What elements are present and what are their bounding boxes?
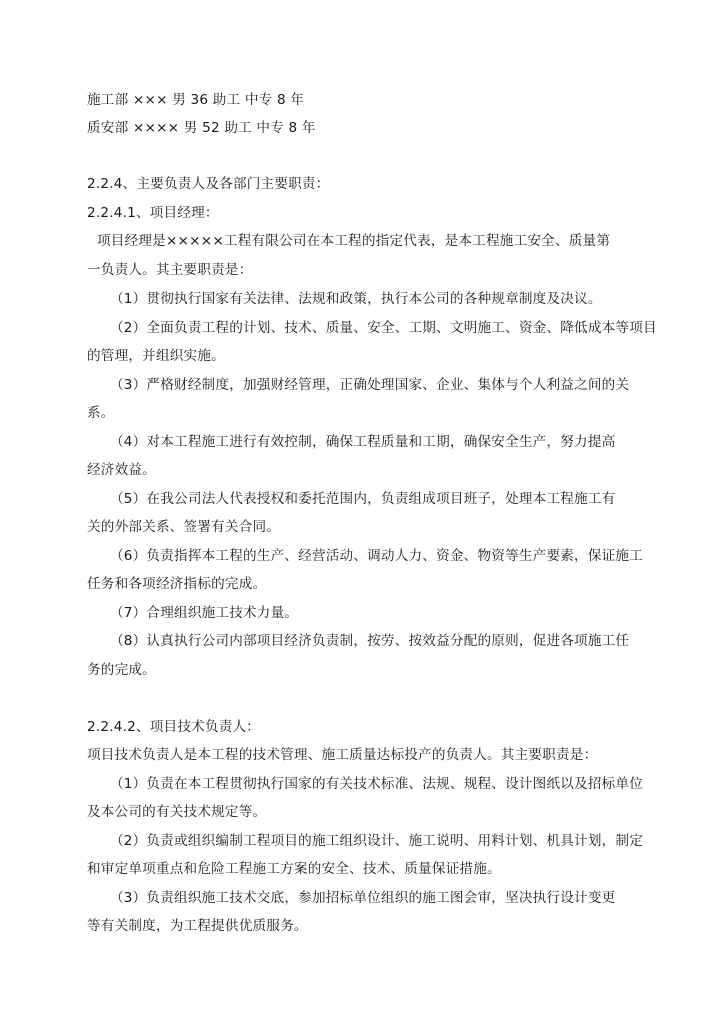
paragraph-line: 项目技术负责人是本工程的技术管理、施工质量达标投产的负责人。其主要职责是： [87,747,598,763]
duty-item-4-cont: 经济效益。 [87,462,156,478]
staff-line-safety: 质安部 ×××× 男 52 助工 中专 8 年 [87,120,316,136]
tech-duty-item-2-cont: 和审定单项重点和危险工程施工方案的安全、技术、质量保证措施。 [87,861,501,877]
duty-item-6-cont: 任务和各项经济指标的完成。 [87,576,267,592]
paragraph-line: 一负责人。其主要职责是： [87,262,253,278]
duty-item-2: （2）全面负责工程的计划、技术、质量、安全、工期、文明施工、资金、降低成本等项目 [110,320,657,336]
duty-item-3-cont: 系。 [87,405,115,421]
section-heading-2-2-4: 2.2.4、主要负责人及各部门主要职责： [87,176,330,192]
tech-duty-item-1-cont: 及本公司的有关技术规定等。 [87,804,267,820]
duty-item-7: （7）合理组织施工技术力量。 [110,605,299,621]
duty-item-6: （6）负责指挥本工程的生产、经营活动、调动人力、资金、物资等生产要素，保证施工 [110,548,644,564]
tech-duty-item-3: （3）负责组织施工技术交底，参加招标单位组织的施工图会审，坚决执行设计变更 [110,890,616,906]
subsection-heading-2-2-4-1: 2.2.4.1、项目经理： [87,205,219,221]
duty-item-5: （5）在我公司法人代表授权和委托范围内，负责组成项目班子，处理本工程施工有 [110,491,616,507]
tech-duty-item-1: （1）负责在本工程贯彻执行国家的有关技术标准、法规、规程、设计图纸以及招标单位 [110,776,644,792]
duty-item-5-cont: 关的外部关系、签署有关合同。 [87,519,281,535]
tech-duty-item-3-cont: 等有关制度，为工程提供优质服务。 [87,918,308,934]
duty-item-8: （8）认真执行公司内部项目经济负责制，按劳、按效益分配的原则，促进各项施工任 [110,633,630,649]
tech-duty-item-2: （2）负责或组织编制工程项目的施工组织设计、施工说明、用料计划、机具计划，制定 [110,833,644,849]
duty-item-3: （3）严格财经制度，加强财经管理，正确处理国家、企业、集体与个人利益之间的关 [110,377,630,393]
duty-item-4: （4）对本工程施工进行有效控制，确保工程质量和工期，确保安全生产，努力提高 [110,434,616,450]
staff-line-construction: 施工部 ××× 男 36 助工 中专 8 年 [87,92,305,108]
duty-item-1: （1）贯彻执行国家有关法律、法规和政策，执行本公司的各种规章制度及决议。 [110,291,602,307]
subsection-heading-2-2-4-2: 2.2.4.2、项目技术负责人： [87,719,261,735]
duty-item-8-cont: 务的完成。 [87,662,156,678]
paragraph-line: 项目经理是×××××工程有限公司在本工程的指定代表，是本工程施工安全、质量第 [97,233,611,249]
duty-item-2-cont: 的管理，并组织实施。 [87,348,225,364]
